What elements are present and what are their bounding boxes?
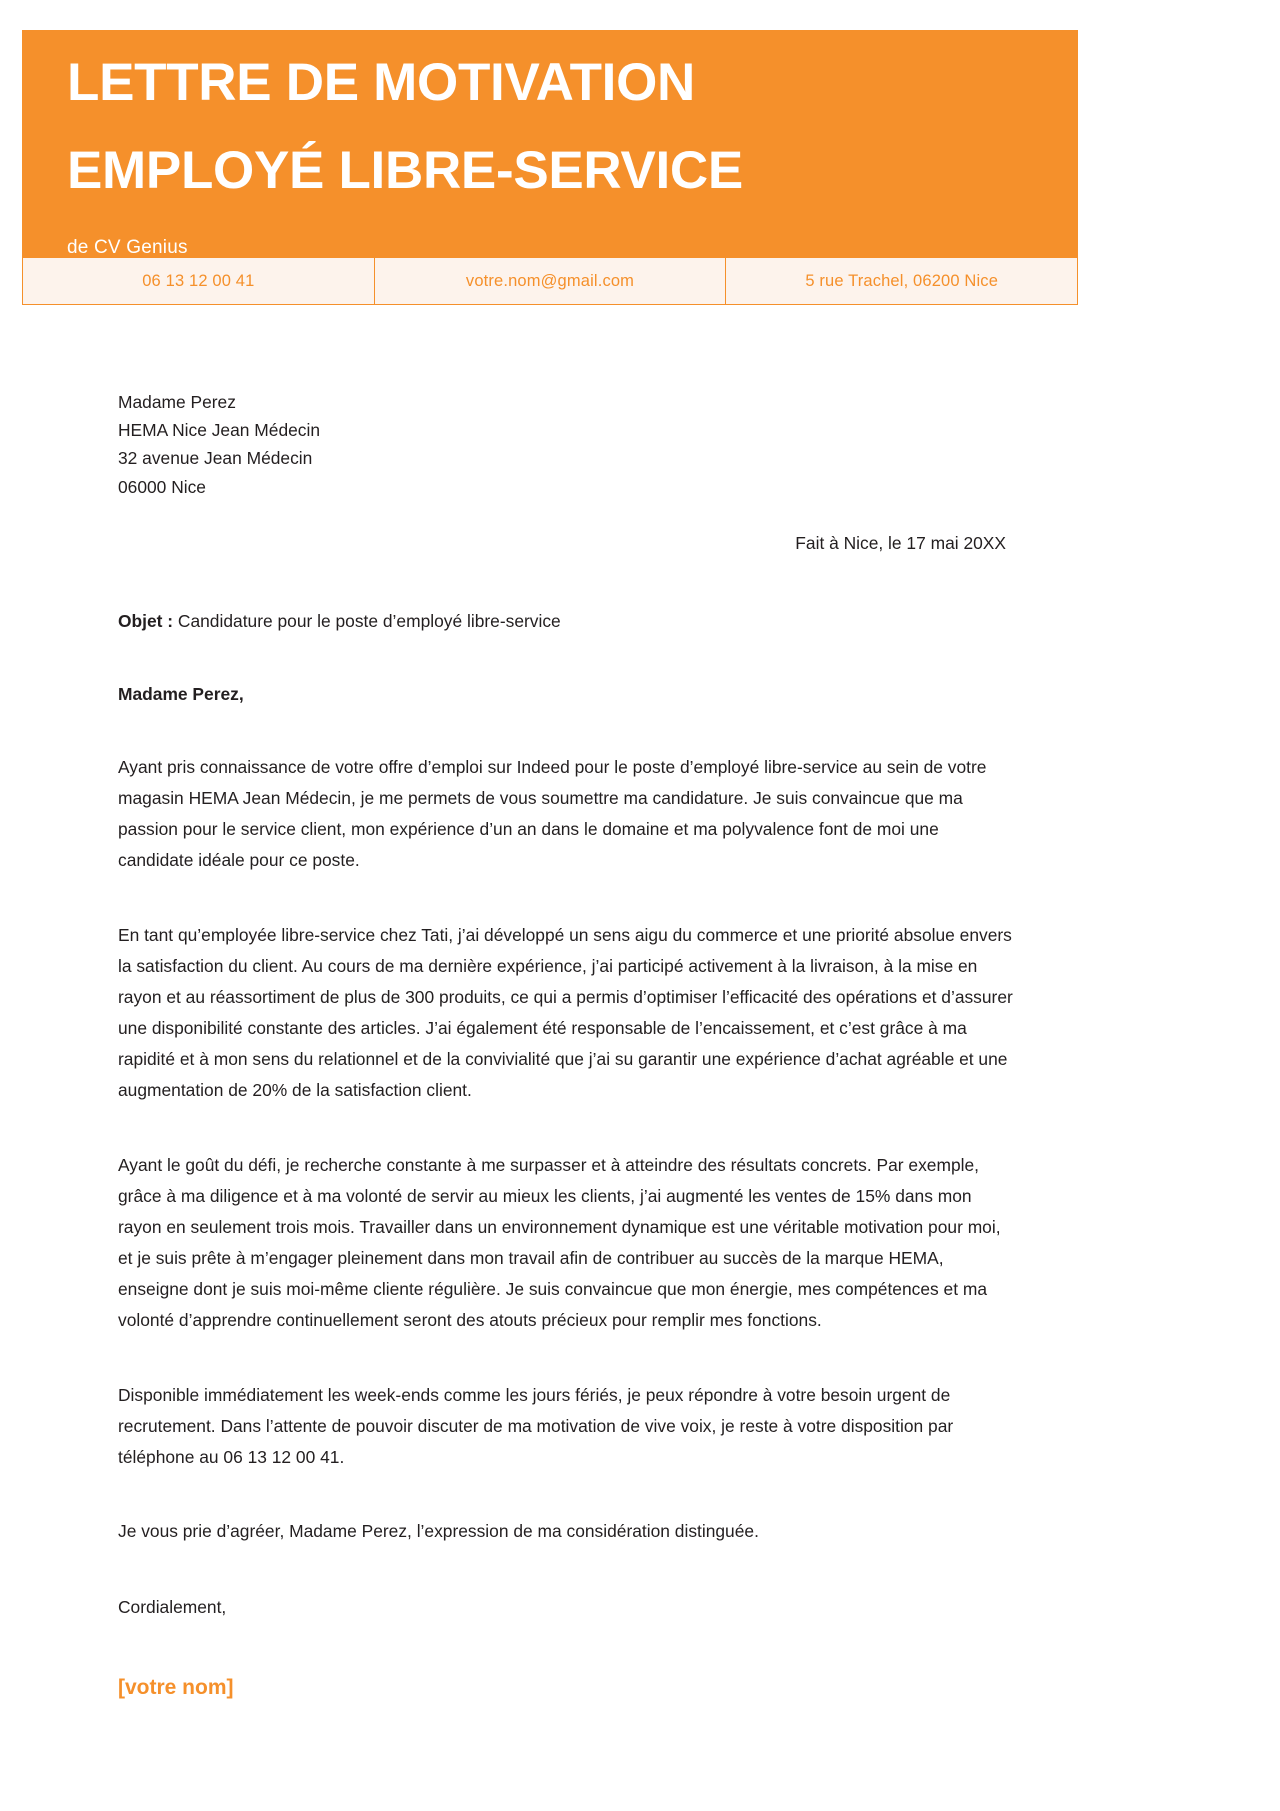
salutation: Madame Perez,	[118, 684, 244, 705]
body-paragraph-3: Ayant le goût du défi, je recherche constante à me surpasser et à atteindre des résultats concrets. Par exemple, grâce à ma diligence et à ma volonté de servir au mieux les clients, j’ai augmenté les ventes de 15% dans mon rayon en seulement trois mois. Travailler dans un environnement dynamique est une véritable motivation pour moi, et je suis prête à m’engager pleinement dans mon travail afin de contribuer au succès de la marque HEMA, enseigne dont je suis moi-même cliente régulière. Je suis convaincue que mon énergie, mes compétences et ma volonté d’apprendre continuellement seront des atouts précieux pour remplir mes fonctions.	[118, 1155, 1001, 1330]
subject-text: Candidature pour le poste d’employé libre-service	[173, 610, 561, 631]
contact-address: 5 rue Trachel, 06200 Nice	[725, 258, 1077, 304]
subject-line	[118, 607, 1128, 635]
body-paragraph-1: Ayant pris connaissance de votre offre d’emploi sur Indeed pour le poste d’employé libre-service au sein de votre magasin HEMA Jean Médecin, je me permets de vous soumettre ma candidature. Je suis convaincue que ma passion pour le service client, mon expérience d’un an dans le domaine et ma polyvalence font de moi une candidate idéale pour ce poste.	[118, 757, 987, 871]
header-subtitle: de CV Genius	[67, 237, 188, 258]
recipient-street: 32 avenue Jean Médecin	[118, 448, 313, 469]
page-title-line-1: LETTRE DE MOTIVATION	[67, 53, 696, 112]
recipient-city: 06000 Nice	[118, 476, 206, 497]
header-banner	[22, 30, 1078, 273]
recipient-name: Madame Perez	[118, 392, 236, 412]
signature-placeholder[interactable]: [votre nom]	[118, 1676, 234, 1700]
contact-phone[interactable]: 06 13 12 00 41	[142, 271, 255, 290]
letter-body	[118, 388, 1128, 1705]
page-title-line-2: EMPLOYÉ LIBRE-SERVICE	[67, 141, 743, 200]
closing-sentence: Je vous prie d’agréer, Madame Perez, l’expression de ma considération distinguée.	[118, 1520, 759, 1541]
body-paragraph-2: En tant qu’employée libre-service chez Tati, j’ai développé un sens aigu du commerce et une priorité absolue envers la satisfaction du client. Au cours de ma dernière expérience, j’ai participé activement à la livraison, à la mise en rayon et au réassortiment de plus de 300 produits, ce qui a permis d’optimiser l’efficacité des opérations et d’assurer une disponibilité constante des articles. J’ai également été responsable de l’encaissement, et c’est grâce à ma rapidité et à mon sens du relationnel et de la convivialité que j’ai su garantir une expérience d’achat agréable et une augmentation de 20% de la satisfaction client.	[118, 925, 1013, 1101]
recipient-company: HEMA Nice Jean Médecin	[118, 420, 321, 441]
contact-email[interactable]: votre.nom@gmail.com	[374, 258, 726, 304]
subject-label: Objet :	[118, 610, 174, 631]
date-line: Fait à Nice, le 17 mai 20XX	[795, 532, 1006, 553]
regards-line: Cordialement,	[118, 1596, 227, 1617]
contact-strip	[22, 258, 1078, 305]
body-paragraph-4: Disponible immédiatement les week-ends comme les jours fériés, je peux répondre à votre besoin urgent de recrutement. Dans l’attente de pouvoir discuter de ma motivation de vive voix, je reste à votre disposition par téléphone au 06 13 12 00 41.	[118, 1384, 954, 1467]
recipient-address-block	[118, 388, 1128, 501]
